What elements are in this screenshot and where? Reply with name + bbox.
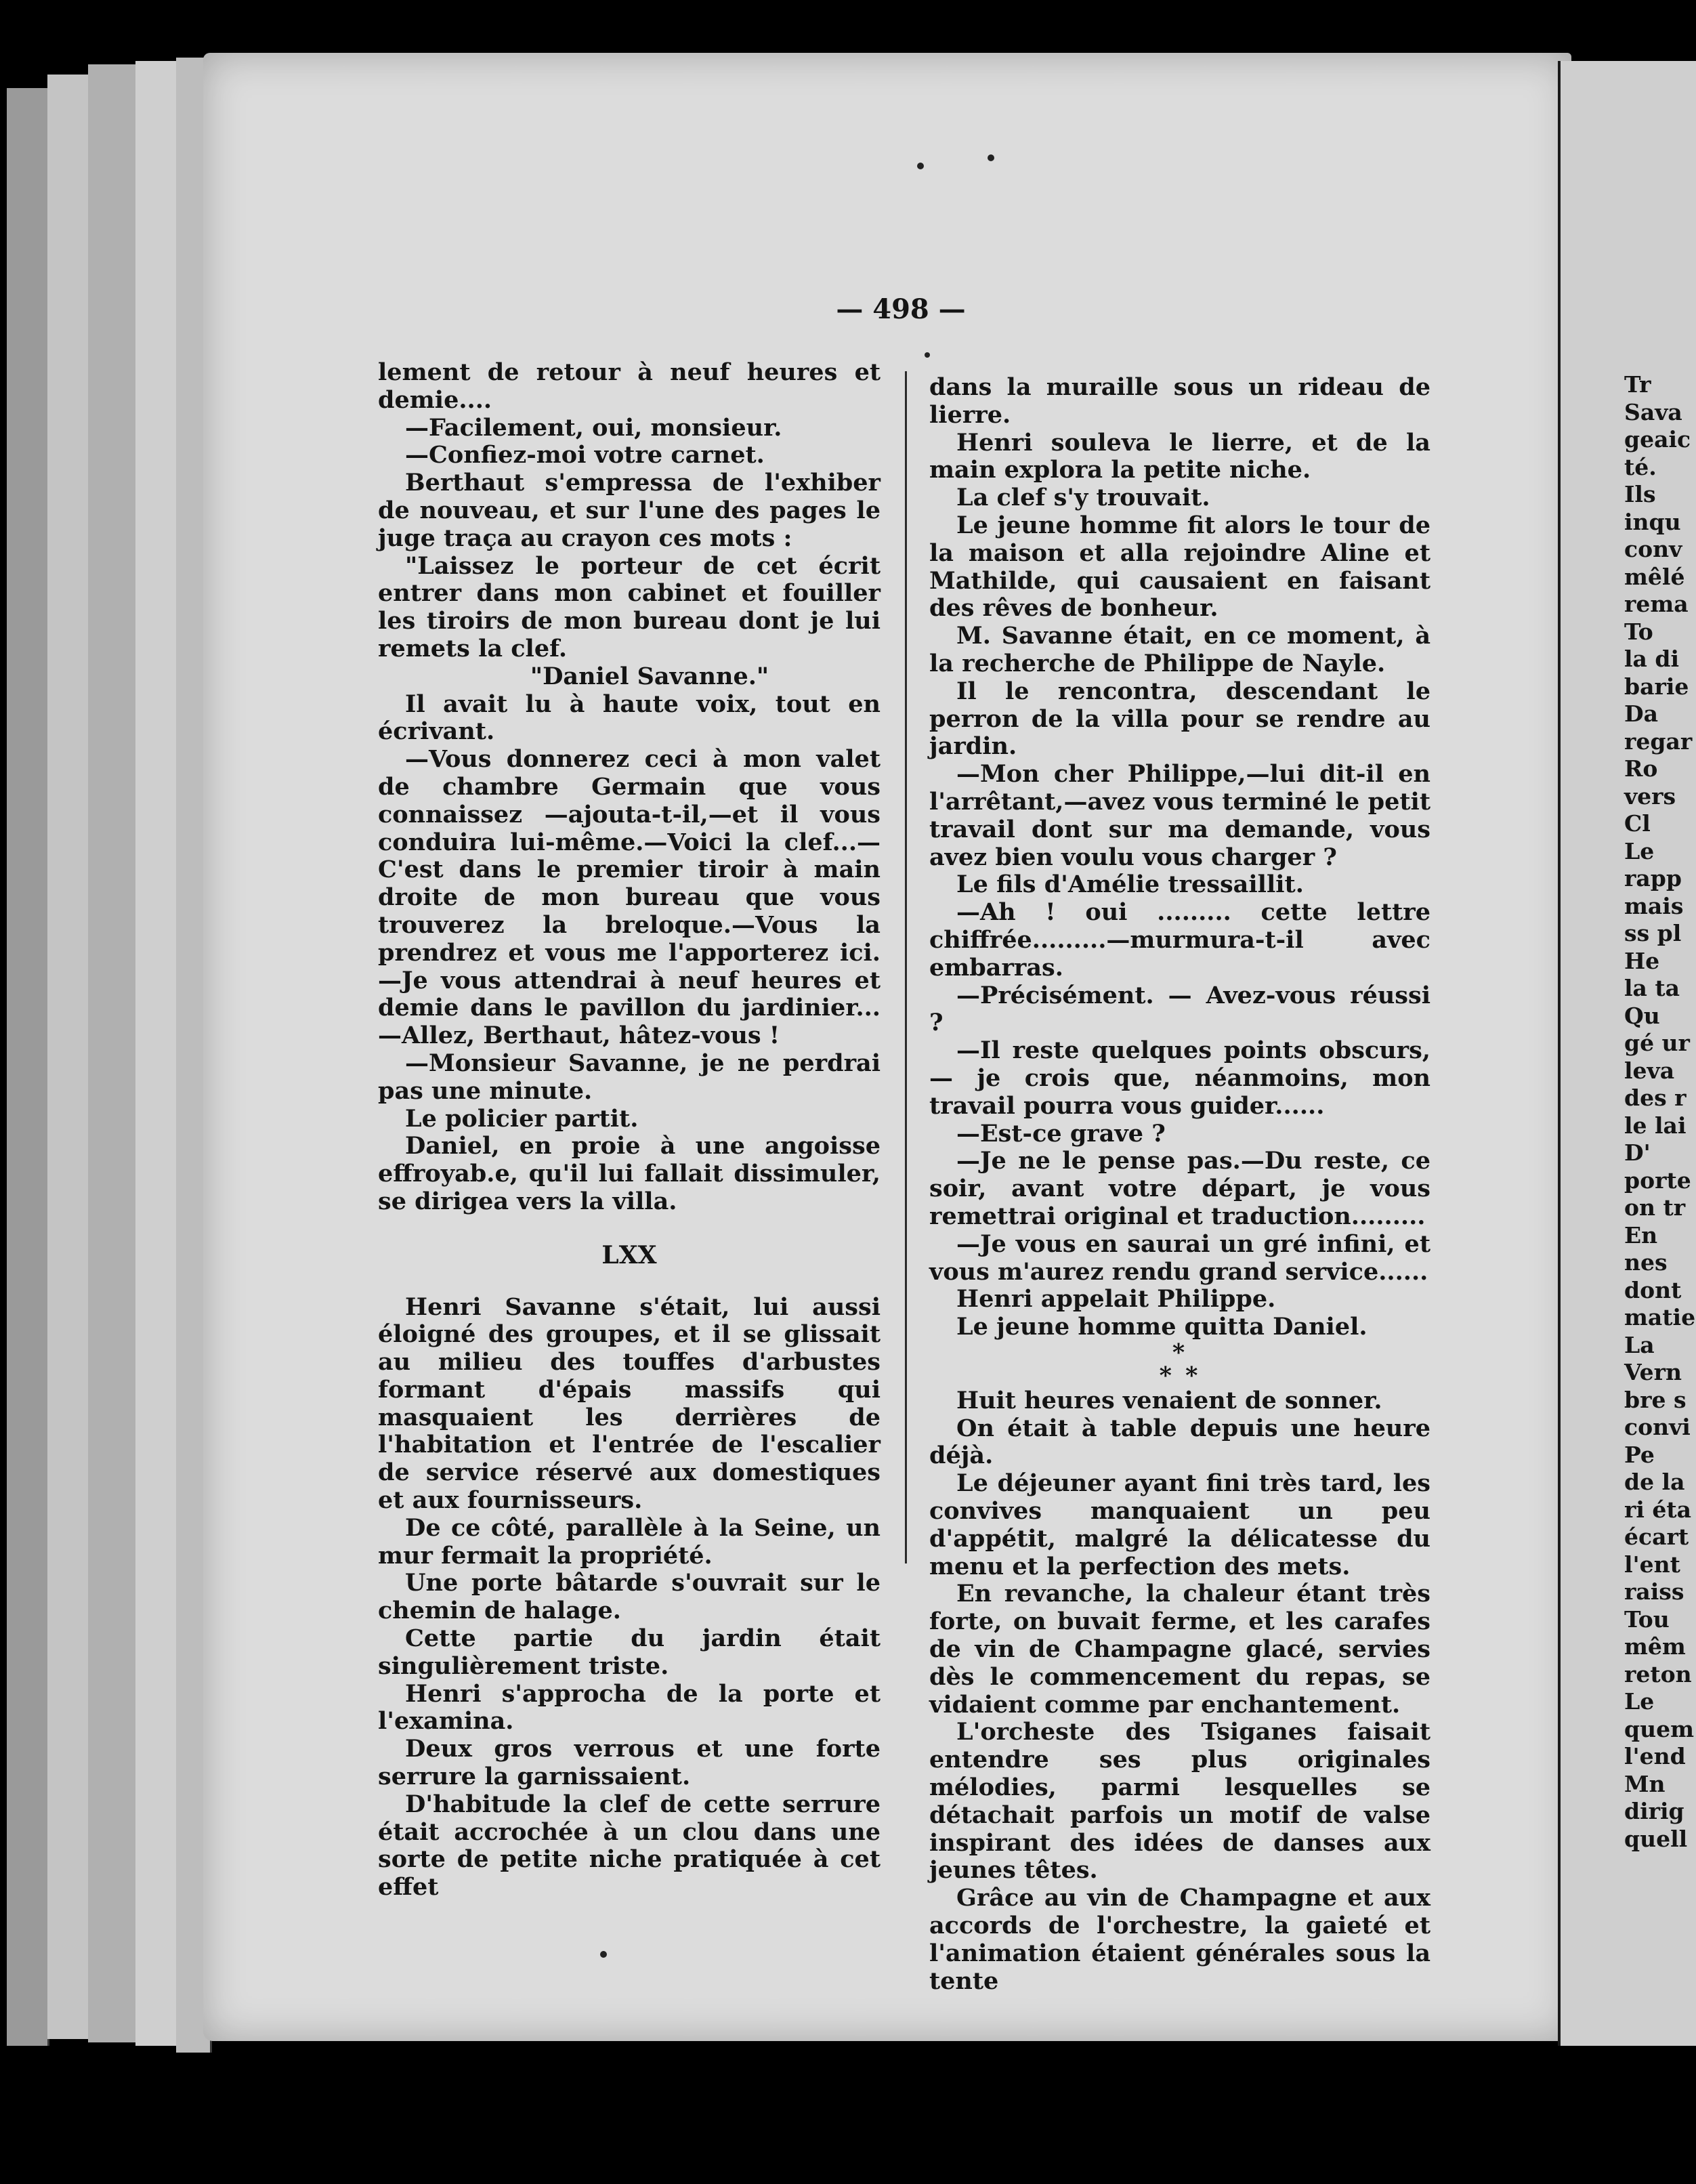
next-page-line: Tr (1624, 371, 1651, 398)
paragraph: En revanche, la chaleur étant très forte, on buvait ferme, et les carafes de vin de Champagne glacé, servies dès le commencement du repas, se vidaient comme par enchantement. (929, 1580, 1430, 1719)
next-page-line: D' (1624, 1139, 1651, 1166)
next-page-line: la di (1624, 646, 1680, 672)
paragraph: —Il reste quelques points obscurs, — je crois que, néanmoins, mon travail pourra vous guider...... (929, 1036, 1430, 1120)
paragraph: Il avait lu à haute voix, tout en écrivant. (378, 690, 881, 746)
paragraph: —Je vous en saurai un gré infini, et vous m'aurez rendu grand service...... (929, 1230, 1430, 1286)
ink-speck (917, 163, 924, 169)
next-page-line: le lai (1624, 1112, 1687, 1139)
signature-line: "Daniel Savanne." (530, 662, 769, 690)
paragraph: Huit heures venaient de sonner. (956, 1386, 1382, 1414)
next-page-line: barie (1624, 673, 1689, 700)
next-page-line: l'end (1624, 1743, 1686, 1769)
next-page-line: Cl (1624, 810, 1651, 837)
next-page-line: bre s (1624, 1386, 1687, 1413)
next-page-line: En (1624, 1221, 1658, 1248)
next-page-line: Ils (1624, 481, 1656, 507)
paragraph: —Ah ! oui ......... cette lettre chiffrée.........—murmura-t-il avec embarras. (929, 898, 1430, 982)
paragraph: lement de retour à neuf heures et demie.... (378, 358, 881, 414)
next-page-line: mêlé (1624, 563, 1685, 590)
next-page-line: de la (1624, 1469, 1685, 1495)
next-page-line: Le (1624, 1688, 1655, 1715)
next-page-line: regar (1624, 728, 1693, 755)
next-page-line: To (1624, 618, 1653, 645)
paragraph: —Monsieur Savanne, je ne perdrai pas une minute. (378, 1049, 881, 1105)
page-edge (88, 64, 137, 2042)
paragraph: Henri s'approcha de la porte et l'examina. (378, 1679, 881, 1736)
next-page-line: la ta (1624, 975, 1680, 1001)
paragraph: D'habitude la clef de cette serrure était accrochée à un clou dans une sorte de petite niche pratiquée à cet effet (378, 1790, 881, 1902)
next-page-line: des r (1624, 1085, 1687, 1111)
right-text-column (929, 374, 1430, 1995)
next-page-line: Le (1624, 837, 1655, 864)
paragraph: La clef s'y trouvait. (956, 484, 1210, 512)
paragraph: —Est-ce grave ? (956, 1119, 1166, 1148)
ink-speck (925, 352, 930, 358)
paragraph: —Je ne le pense pas.—Du reste, ce soir, avant votre départ, je vous remettrai original et traduction......... (929, 1147, 1430, 1230)
paragraph: Une porte bâtarde s'ouvrait sur le chemin de halage. (378, 1569, 881, 1625)
next-page-line: He (1624, 947, 1660, 974)
next-page-line: raiss (1624, 1578, 1684, 1605)
paragraph: Deux gros verrous et une forte serrure la garnissaient. (378, 1735, 881, 1791)
paragraph: —Vous donnerez ceci à mon valet de chambre Germain que vous connaissez —ajouta-t-il,—et il vous conduira lui-même.—Voici la clef...—C'est dans le premier tiroir à main droite de mon bureau que vous trouverez la breloque.—Vous la prendrez et vous me l'apporterez ici.—Je vous attendrai à neuf heures et demie dans le pavillon du jardinier...—Allez, Berthaut, hâtez-vous ! (378, 745, 881, 1050)
ink-speck (988, 154, 994, 161)
next-page-line: mais (1624, 892, 1684, 919)
next-page-line: leva (1624, 1057, 1675, 1084)
paragraph: De ce côté, parallèle à la Seine, un mur fermait la propriété. (378, 1513, 881, 1570)
next-page-line: té. (1624, 453, 1657, 480)
next-page-line: reton (1624, 1660, 1692, 1687)
next-page-line: ri éta (1624, 1496, 1692, 1523)
next-page-line: quem (1624, 1715, 1694, 1742)
next-page-line: écart (1624, 1524, 1689, 1550)
next-page-line: ss pl (1624, 920, 1682, 946)
next-page-line: dont (1624, 1276, 1682, 1303)
paragraph: Grâce au vin de Champagne et aux accords de l'orchestre, la gaieté et l'animation étaient générales sous la tente (929, 1884, 1430, 1995)
next-page-line: Ro (1624, 755, 1658, 782)
paragraph: Le jeune homme quitta Daniel. (956, 1313, 1368, 1341)
section-break: * * * (1159, 1338, 1201, 1389)
left-text-column (378, 359, 881, 1902)
page-number: — 498 — (836, 293, 966, 325)
paragraph: M. Savanne était, en ce moment, à la recherche de Philippe de Nayle. (929, 622, 1430, 677)
paragraph: —Facilement, oui, monsieur. (405, 413, 782, 442)
next-page-line: convi (1624, 1414, 1691, 1440)
next-page-line: on tr (1624, 1194, 1686, 1221)
paragraph: Le déjeuner ayant fini très tard, les convives manquaient un peu d'appétit, malgré la délicatesse du menu et la perfection des mets. (929, 1469, 1430, 1580)
paragraph: dans la muraille sous un rideau de lierre. (929, 373, 1430, 429)
next-page-line: Qu (1624, 1002, 1660, 1029)
paragraph: Henri appelait Philippe. (956, 1285, 1276, 1314)
next-page-line: gé ur (1624, 1030, 1690, 1056)
ink-speck (600, 1951, 607, 1958)
next-page-line: La (1624, 1331, 1655, 1358)
next-page-line: matie (1624, 1304, 1696, 1330)
next-page-line: dirig (1624, 1798, 1684, 1824)
next-page-line: nes (1624, 1249, 1668, 1276)
paragraph: Il le rencontra, descendant le perron de la villa pour se rendre au jardin. (929, 677, 1430, 761)
next-page-line: Pe (1624, 1441, 1655, 1468)
paragraph: "Laissez le porteur de cet écrit entrer dans mon cabinet et fouiller les tiroirs de mon bureau dont je lui remets la clef. (378, 551, 881, 663)
next-page-line: geaic (1624, 426, 1691, 453)
paragraph: Henri Savanne s'était, lui aussi éloigné des groupes, et il se glissait au milieu des touffes d'arbustes formant d'épais massifs qui masquaient les derrières de l'habitation et l'entrée de l'escalier de service réservé aux domestiques et aux fournisseurs. (378, 1293, 881, 1515)
paragraph: L'orcheste des Tsiganes faisait entendre ses plus originales mélodies, parmi lesquelles se détachait parfois un motif de valse inspirant des idées de danses aux jeunes têtes. (929, 1718, 1430, 1885)
paragraph: —Confiez-moi votre carnet. (405, 441, 765, 469)
paragraph: Le jeune homme fit alors le tour de la maison et alla rejoindre Aline et Mathilde, qui causaient en faisant des rêves de bonheur. (929, 511, 1430, 623)
column-divider (905, 371, 907, 1563)
next-page-text-fragment (1624, 371, 1696, 1853)
page-edge (47, 75, 90, 2039)
next-page-line: Mn (1624, 1770, 1666, 1797)
next-page-line: l'ent (1624, 1551, 1680, 1578)
next-page-line: mêm (1624, 1633, 1686, 1660)
next-page-line: Tou (1624, 1605, 1670, 1633)
paragraph: On était à table depuis une heure déjà. (929, 1414, 1430, 1470)
paragraph: Berthaut s'empressa de l'exhiber de nouveau, et sur l'une des pages le juge traça au crayon ces mots : (378, 469, 881, 552)
page-edge (7, 88, 49, 2046)
next-page-line: porte (1624, 1167, 1691, 1194)
next-page-line: rema (1624, 591, 1689, 617)
paragraph: Le policier partit. (405, 1104, 639, 1133)
paragraph: Cette partie du jardin était singulièrement triste. (378, 1624, 881, 1680)
next-page-line: inqu (1624, 508, 1681, 535)
paragraph: Le fils d'Amélie tressaillit. (956, 870, 1304, 899)
next-page-line: quell (1624, 1825, 1688, 1852)
paragraph: Henri souleva le lierre, et de la main explora la petite niche. (929, 428, 1430, 484)
next-page-line: rapp (1624, 865, 1682, 891)
chapter-heading: LXX (601, 1240, 657, 1269)
next-page-line: Da (1624, 700, 1658, 727)
next-page-line: conv (1624, 536, 1682, 562)
next-page-line: Sava (1624, 398, 1682, 425)
paragraph: —Mon cher Philippe,—lui dit-il en l'arrêtant,—avez vous terminé le petit travail dont sur ma demande, vous avez bien voulu vous charger ? (929, 760, 1430, 871)
next-page-line: Vern (1624, 1359, 1682, 1385)
next-page-line: vers (1624, 782, 1676, 810)
paragraph: —Précisément. — Avez-vous réussi ? (929, 981, 1430, 1037)
paragraph: Daniel, en proie à une angoisse effroyab.e, qu'il lui fallait dissimuler, se dirigea vers la villa. (378, 1132, 881, 1215)
page-edge (135, 61, 178, 2046)
